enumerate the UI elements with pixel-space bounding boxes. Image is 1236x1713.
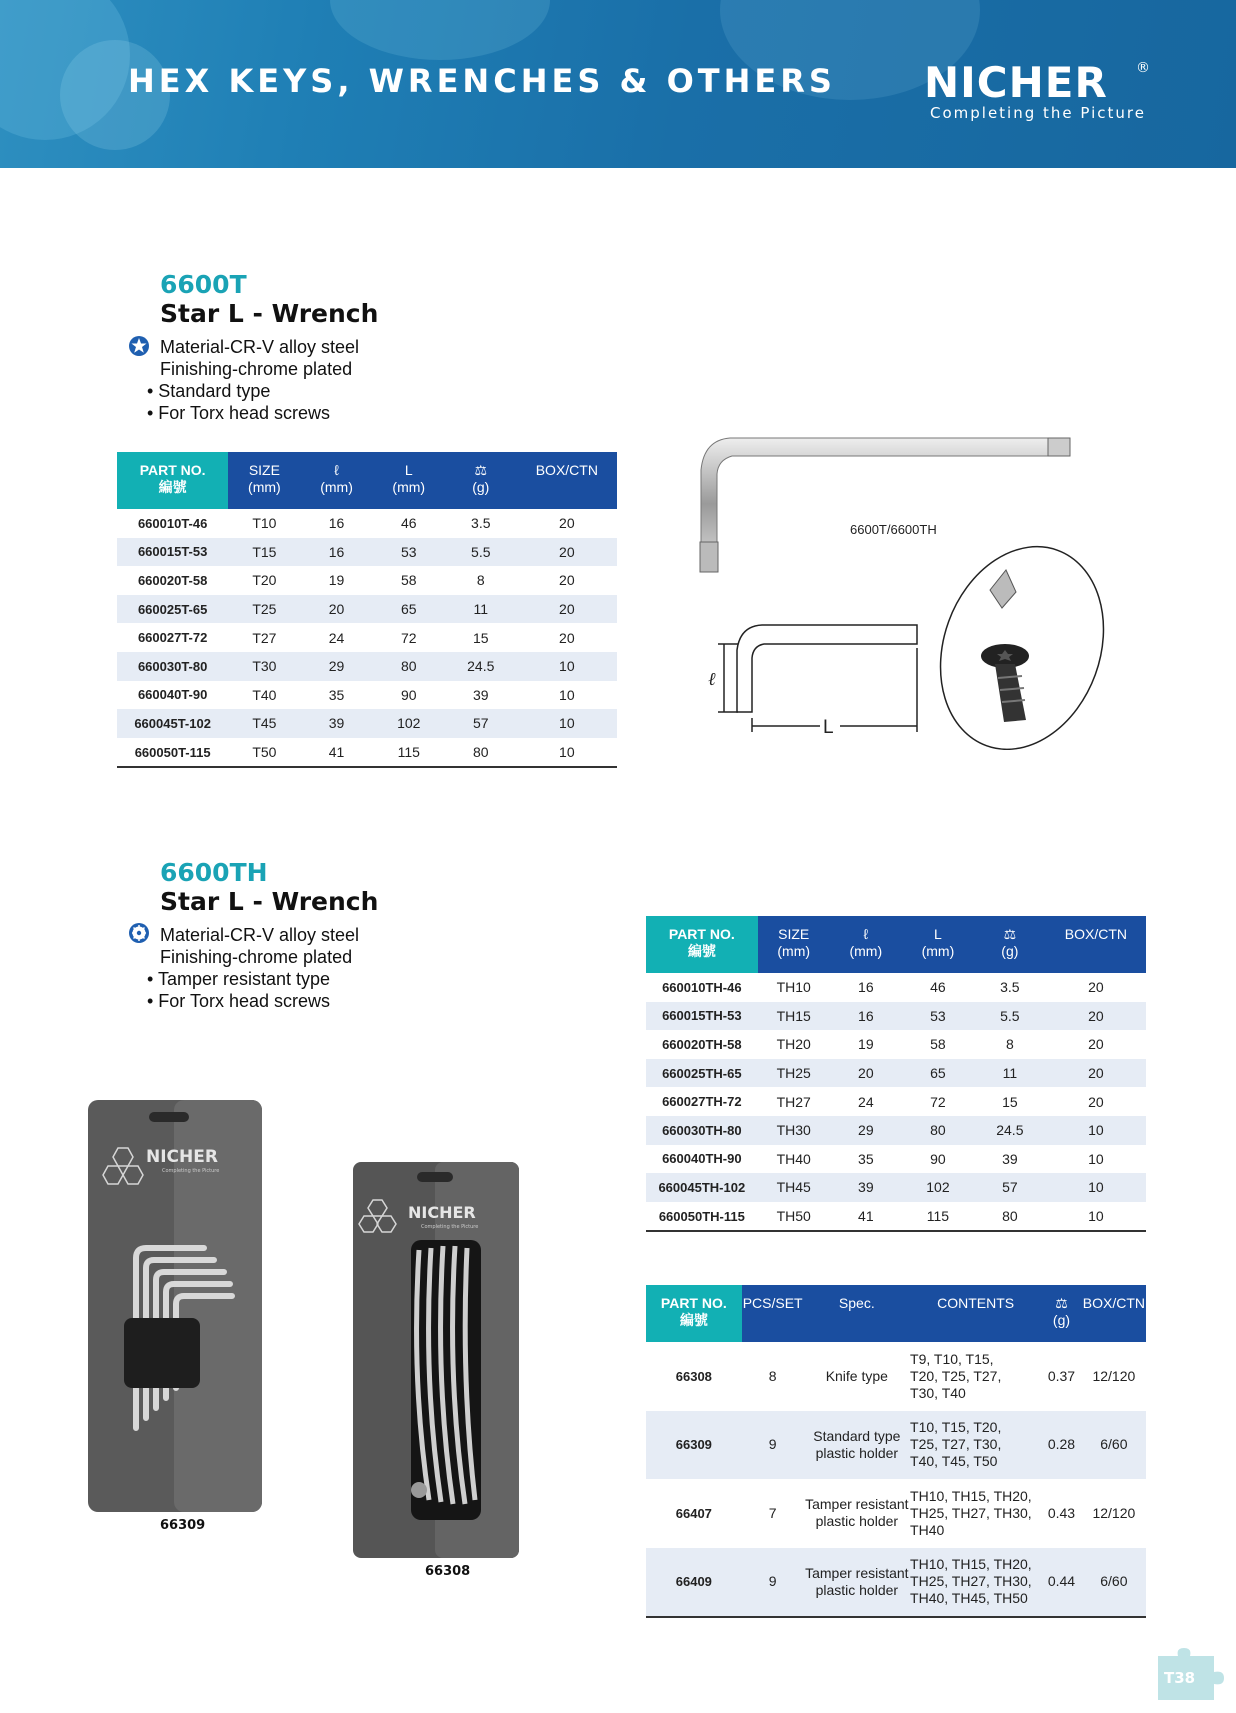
- column-header-label: ⚖: [1055, 1295, 1068, 1311]
- table-cell: 10: [1046, 1116, 1146, 1145]
- sets-table: [646, 1285, 1146, 1618]
- table-cell-pcs: 9: [742, 1548, 804, 1618]
- table-cell: 72: [400, 629, 417, 646]
- column-header-unit: 編號: [158, 479, 187, 495]
- table-row: [646, 973, 1146, 1002]
- column-header-unit: (mm): [248, 479, 281, 495]
- column-header-label: CONTENTS: [937, 1295, 1015, 1311]
- table-cell: 115: [373, 738, 445, 768]
- table-cell: T50: [228, 738, 300, 768]
- column-header: [646, 1285, 742, 1342]
- cell-line: TH10, TH15, TH20,: [910, 1556, 1032, 1573]
- cell-line: T30, T40: [910, 1384, 966, 1401]
- table-cell: T45: [228, 709, 300, 738]
- table-cell: 20: [1046, 1002, 1146, 1031]
- table-cell-box: 12/120: [1092, 1504, 1136, 1521]
- table-cell: 660027T-72: [137, 630, 208, 646]
- column-header-unit: (mm): [392, 479, 426, 495]
- dimension-short-label: ℓ: [708, 669, 716, 690]
- table-cell: 660015T-53: [117, 538, 228, 567]
- wrench-figure: [670, 430, 1130, 750]
- column-header-label: BOX/CTN: [1064, 926, 1127, 942]
- table-cell: 58: [400, 572, 417, 589]
- table-cell: 10: [1046, 1173, 1146, 1202]
- table-cell: 24: [858, 1093, 874, 1110]
- table-cell-pcs: 9: [742, 1411, 804, 1480]
- table-cell: TH20: [776, 1036, 811, 1053]
- table-row: [117, 538, 617, 567]
- table-cell: 46: [400, 515, 417, 532]
- column-header-label: L: [934, 926, 942, 942]
- table-cell-spec: [804, 1548, 910, 1618]
- package-brand: NICHER: [408, 1203, 476, 1222]
- table-cell: 11: [974, 1059, 1046, 1088]
- table-cell: 19: [858, 1036, 874, 1053]
- table-row: [646, 1002, 1146, 1031]
- brand-name: NICHER: [924, 58, 1108, 107]
- column-header-label: Spec.: [838, 1295, 875, 1311]
- table-cell: 5.5: [445, 538, 517, 567]
- table-cell: 10: [517, 709, 617, 738]
- cell-line: Knife type: [825, 1367, 888, 1384]
- column-header: [804, 1285, 910, 1342]
- table-cell-contents: [910, 1548, 1041, 1618]
- table-cell: T10: [252, 515, 277, 532]
- table-cell: 10: [517, 652, 617, 681]
- table-cell: 660020T-58: [137, 572, 208, 588]
- cell-line: Tamper resistant: [805, 1564, 909, 1581]
- table-cell-weight: 0.28: [1041, 1411, 1082, 1480]
- table-cell-weight: 0.37: [1047, 1367, 1076, 1384]
- cell-line: plastic holder: [815, 1581, 899, 1598]
- feature-use: • For Torx head screws: [147, 403, 331, 423]
- table-row: [646, 1059, 1146, 1088]
- table-cell: 15: [1002, 1093, 1018, 1110]
- table-cell: T25: [228, 595, 300, 624]
- feature-finishing: Finishing-chrome plated: [160, 947, 353, 967]
- table-cell: 20: [559, 629, 575, 646]
- table-cell-box: 6/60: [1082, 1411, 1146, 1480]
- table-row: [117, 681, 617, 710]
- cell-line: TH40, TH45, TH50: [910, 1590, 1028, 1607]
- table-cell: 35: [328, 686, 345, 703]
- section1-features: [147, 336, 360, 424]
- table-cell: 8: [476, 572, 485, 589]
- table-cell: 660020TH-58: [662, 1036, 742, 1052]
- wrench-dimension-drawing: [718, 625, 917, 732]
- column-header: [445, 452, 517, 509]
- table-cell: TH15: [758, 1002, 830, 1031]
- table-cell: 660045TH-102: [646, 1173, 758, 1202]
- cell-line: TH40: [910, 1521, 945, 1538]
- table-cell: 11: [445, 595, 517, 624]
- section1-title: Star L - Wrench: [160, 299, 379, 328]
- table-cell: T15: [228, 538, 300, 567]
- table-cell: 20: [517, 538, 617, 567]
- column-header-label: L: [404, 462, 413, 478]
- column-header: [758, 916, 830, 973]
- table-cell-box: 6/60: [1082, 1548, 1146, 1618]
- table-cell: 16: [328, 515, 345, 532]
- table-row: [117, 652, 617, 681]
- table-cell: TH30: [758, 1116, 830, 1145]
- table-cell: 660010T-46: [137, 515, 208, 531]
- table-cell: TH27: [776, 1093, 811, 1110]
- table-row: [646, 1202, 1146, 1232]
- feature-finishing: Finishing-chrome plated: [160, 359, 353, 379]
- table-cell: 660030T-80: [117, 652, 228, 681]
- table-cell-weight: 0.44: [1041, 1548, 1082, 1618]
- table-cell: 16: [830, 1002, 902, 1031]
- table-cell: 80: [445, 738, 517, 768]
- table-cell-contents: [910, 1411, 1041, 1480]
- table-cell: 8: [1005, 1036, 1014, 1053]
- column-header: [1046, 916, 1146, 973]
- table-cell: 29: [300, 652, 372, 681]
- torx-screw-detail: [913, 524, 1130, 750]
- column-header-label: PART NO.: [660, 1295, 727, 1311]
- table-cell: 41: [830, 1202, 902, 1232]
- table-cell-weight: 0.43: [1047, 1504, 1076, 1521]
- table-cell: 660050T-115: [117, 738, 228, 768]
- table-cell: 57: [445, 709, 517, 738]
- table-cell: T40: [252, 686, 277, 703]
- table-cell: 80: [373, 652, 445, 681]
- table-cell: 5.5: [974, 1002, 1046, 1031]
- dimension-long-label: L: [823, 717, 834, 738]
- section2-table: [646, 916, 1146, 1232]
- section2-code: 6600TH: [160, 858, 268, 887]
- cell-line: T20, T25, T27,: [910, 1367, 1002, 1384]
- table-cell: 660015TH-53: [646, 1002, 758, 1031]
- table-row: [117, 623, 617, 652]
- cell-line: T9, T10, T15,: [910, 1350, 994, 1367]
- cell-line: TH25, TH27, TH30,: [910, 1504, 1032, 1521]
- table-cell-pcs: 7: [768, 1504, 777, 1521]
- table-row: [117, 709, 617, 738]
- table-row: [646, 1342, 1146, 1411]
- column-header: [910, 1285, 1041, 1342]
- column-header-label: ⚖: [1003, 926, 1017, 942]
- table-cell: 80: [902, 1116, 974, 1145]
- column-header-unit: 編號: [679, 1312, 708, 1328]
- package-66309-label: 66309: [160, 1518, 206, 1533]
- figure-caption: 6600T/6600TH: [850, 522, 937, 537]
- table-cell: T20: [252, 572, 277, 589]
- table-cell: 24: [328, 629, 345, 646]
- table-cell: 20: [559, 515, 575, 532]
- table-cell: 102: [373, 709, 445, 738]
- cell-line: TH10, TH15, TH20,: [910, 1487, 1032, 1504]
- table-cell: 660040T-90: [137, 687, 208, 703]
- section1-code: 6600T: [160, 270, 247, 299]
- table-cell: 115: [902, 1202, 974, 1232]
- package-tagline: Completing the Picture: [162, 1168, 220, 1174]
- column-header-label: BOX/CTN: [1082, 1295, 1145, 1311]
- table-cell: 46: [930, 979, 946, 996]
- section2-title: Star L - Wrench: [160, 887, 379, 916]
- column-header-label: ℓ: [334, 462, 339, 478]
- table-cell: 16: [300, 538, 372, 567]
- section2-features: [147, 924, 360, 1012]
- table-cell: 39: [472, 686, 489, 703]
- table-cell: 80: [974, 1202, 1046, 1232]
- table-row: [646, 1145, 1146, 1174]
- table-cell: 3.5: [471, 515, 491, 532]
- table-cell-spec: [804, 1411, 910, 1480]
- feature-material: Material-CR-V alloy steel: [160, 337, 360, 357]
- column-header: [300, 452, 372, 509]
- cell-line: Tamper resistant: [805, 1496, 909, 1513]
- brand-tagline: Completing the Picture: [930, 104, 1146, 122]
- table-cell: T30: [228, 652, 300, 681]
- table-cell: 10: [517, 738, 617, 768]
- column-header-unit: (g): [1001, 943, 1019, 959]
- package-66308-image: [351, 1160, 521, 1560]
- table-cell-pcs: 8: [768, 1367, 777, 1384]
- cell-line: Standard type: [813, 1427, 901, 1444]
- header-banner: [0, 0, 1236, 168]
- feature-type: • Tamper resistant type: [147, 969, 331, 989]
- package-66308-label: 66308: [425, 1564, 471, 1579]
- column-header-label: PCS/SET: [742, 1295, 803, 1311]
- table-cell-part: 66309: [646, 1411, 742, 1480]
- column-header-label: SIZE: [248, 462, 280, 478]
- feature-use: • For Torx head screws: [147, 991, 331, 1011]
- table-cell: TH45: [758, 1173, 830, 1202]
- torx-tamper-icon: [128, 922, 150, 944]
- table-cell: 53: [902, 1002, 974, 1031]
- column-header-label: BOX/CTN: [535, 462, 598, 478]
- table-cell: 58: [930, 1036, 946, 1053]
- package-tagline: Completing the Picture: [421, 1224, 479, 1230]
- table-cell: TH40: [776, 1150, 811, 1167]
- column-header: [830, 916, 902, 973]
- package-66309-image: [84, 1098, 266, 1518]
- page-number: T38: [1164, 1669, 1196, 1687]
- table-cell: 53: [373, 538, 445, 567]
- table-cell: 20: [830, 1059, 902, 1088]
- table-cell: 65: [902, 1059, 974, 1088]
- section1-table: [117, 452, 617, 768]
- table-cell: 65: [373, 595, 445, 624]
- table-cell: 29: [830, 1116, 902, 1145]
- table-row: [646, 1548, 1146, 1618]
- page-number-badge: [1152, 1646, 1228, 1702]
- table-cell: 660045T-102: [117, 709, 228, 738]
- brand-logo: [924, 58, 1150, 122]
- table-cell: 660030TH-80: [646, 1116, 758, 1145]
- table-cell: TH10: [776, 979, 811, 996]
- table-row: [646, 1411, 1146, 1480]
- table-row: [646, 1116, 1146, 1145]
- table-cell: 35: [858, 1150, 874, 1167]
- table-cell: 10: [1088, 1150, 1104, 1167]
- table-cell: 10: [1046, 1202, 1146, 1232]
- table-cell: 102: [902, 1173, 974, 1202]
- cell-line: T40, T45, T50: [910, 1453, 998, 1470]
- column-header: [1041, 1285, 1082, 1342]
- column-header-unit: (g): [1052, 1312, 1071, 1328]
- table-cell: 660040TH-90: [662, 1151, 742, 1167]
- column-header: [373, 452, 445, 509]
- table-row: [646, 1479, 1146, 1548]
- table-cell: 90: [930, 1150, 946, 1167]
- table-cell: 20: [559, 572, 575, 589]
- table-cell: 24.5: [974, 1116, 1046, 1145]
- table-cell: 39: [300, 709, 372, 738]
- cell-line: plastic holder: [815, 1444, 899, 1461]
- table-cell: 24.5: [445, 652, 517, 681]
- table-cell: 15: [472, 629, 489, 646]
- table-row: [117, 595, 617, 624]
- table-cell: 39: [1002, 1150, 1018, 1167]
- table-cell: 20: [1088, 979, 1104, 996]
- package-brand: NICHER: [146, 1147, 218, 1167]
- table-cell: 10: [559, 686, 575, 703]
- table-cell: TH50: [758, 1202, 830, 1232]
- column-header-label: SIZE: [778, 926, 810, 942]
- table-cell: 660050TH-115: [646, 1202, 758, 1232]
- table-cell: 39: [830, 1173, 902, 1202]
- feature-material: Material-CR-V alloy steel: [160, 925, 360, 945]
- table-cell-part: 66409: [646, 1548, 742, 1618]
- page-title: HEX KEYS, WRENCHES & OTHERS: [128, 62, 836, 100]
- table-cell: 3.5: [1000, 979, 1020, 996]
- cell-line: T10, T15, T20,: [910, 1419, 1002, 1436]
- column-header-unit: (mm): [849, 943, 883, 959]
- registered-mark: ®: [1136, 60, 1150, 76]
- column-header-label: PART NO.: [139, 462, 206, 478]
- column-header: [228, 452, 300, 509]
- table-cell: 16: [858, 979, 874, 996]
- table-cell: 20: [300, 595, 372, 624]
- table-cell: 20: [1046, 1059, 1146, 1088]
- column-header-label: ℓ: [863, 926, 869, 942]
- column-header-unit: (g): [472, 479, 490, 495]
- table-cell: T27: [252, 629, 277, 646]
- table-cell-spec: [804, 1479, 910, 1548]
- table-cell-contents: [910, 1342, 1041, 1411]
- table-cell: TH25: [758, 1059, 830, 1088]
- table-cell: 20: [517, 595, 617, 624]
- torx-star-icon: [128, 335, 150, 357]
- column-header: [974, 916, 1046, 973]
- table-cell: 660027TH-72: [662, 1094, 742, 1110]
- table-cell-part: 66308: [675, 1368, 712, 1384]
- table-row: [646, 1087, 1146, 1116]
- table-cell: 72: [930, 1093, 946, 1110]
- table-row: [646, 1030, 1146, 1059]
- column-header-label: PART NO.: [668, 926, 735, 942]
- table-cell: 20: [1088, 1093, 1104, 1110]
- column-header-unit: 編號: [687, 943, 716, 959]
- table-row: [117, 566, 617, 595]
- table-cell: 20: [1088, 1036, 1104, 1053]
- column-header-unit: (mm): [921, 943, 955, 959]
- table-row: [117, 509, 617, 538]
- column-header-unit: (mm): [320, 479, 353, 495]
- table-cell: 660025T-65: [117, 595, 228, 624]
- table-row: [646, 1173, 1146, 1202]
- column-header: [646, 916, 758, 973]
- table-cell-spec: [804, 1342, 910, 1411]
- column-header-label: ⚖: [474, 462, 488, 478]
- cell-line: TH25, TH27, TH30,: [910, 1573, 1032, 1590]
- table-cell-part: 66407: [675, 1505, 712, 1521]
- table-cell: 90: [400, 686, 417, 703]
- column-header: [902, 916, 974, 973]
- table-cell: 57: [974, 1173, 1046, 1202]
- table-cell-box: 12/120: [1092, 1367, 1136, 1384]
- table-row: [117, 738, 617, 768]
- cell-line: T25, T27, T30,: [910, 1436, 1002, 1453]
- cell-line: plastic holder: [815, 1513, 899, 1530]
- column-header: [517, 452, 617, 509]
- column-header: [117, 452, 228, 509]
- column-header: [1082, 1285, 1146, 1342]
- table-cell: 19: [328, 572, 345, 589]
- table-cell-contents: [910, 1479, 1041, 1548]
- table-cell: 41: [300, 738, 372, 768]
- column-header-unit: (mm): [777, 943, 811, 959]
- column-header: [742, 1285, 804, 1342]
- table-cell: 660010TH-46: [662, 979, 742, 995]
- feature-type: • Standard type: [147, 381, 271, 401]
- table-cell: 660025TH-65: [646, 1059, 758, 1088]
